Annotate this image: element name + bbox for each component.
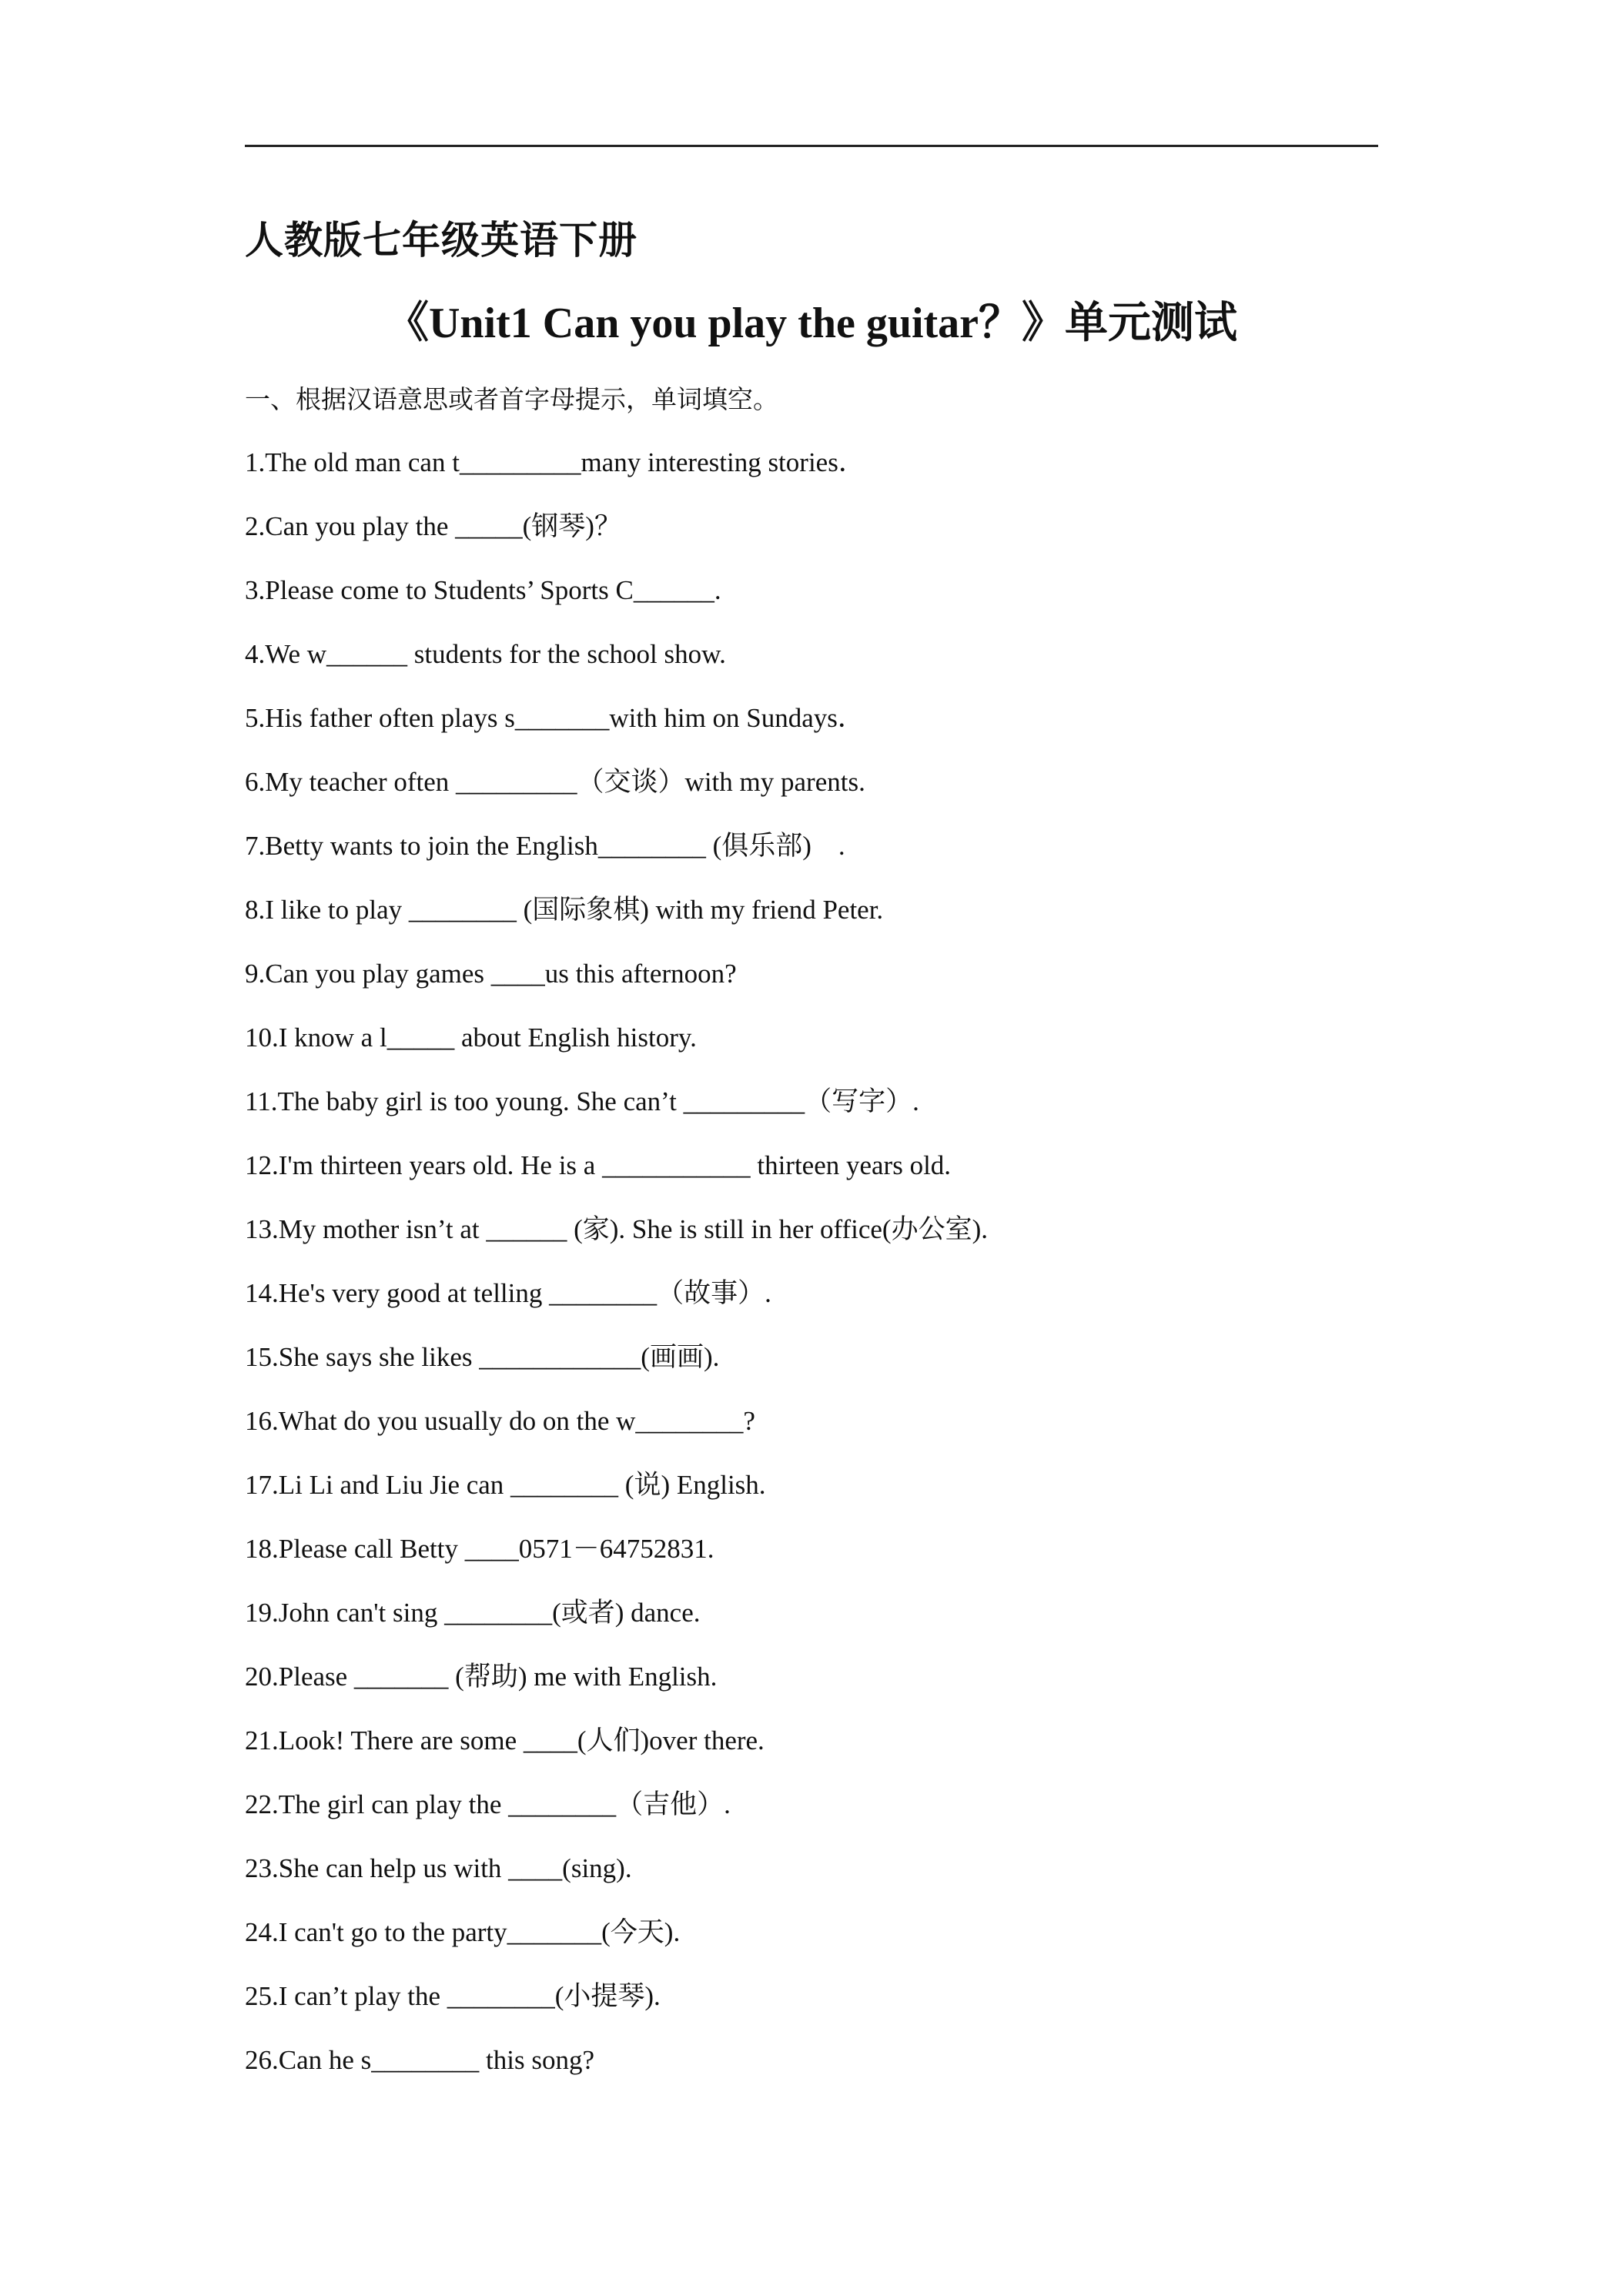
question-item: 15.She says she likes ____________(画画).	[245, 1342, 720, 1372]
document-title: 人教版七年级英语下册	[245, 218, 637, 263]
header-rule	[245, 145, 1378, 147]
question-item: 3.Please come to Students’ Sports C______.	[245, 575, 721, 605]
question-item: 19.John can't sing ________(或者) dance.	[245, 1598, 701, 1628]
question-item: 4.We w______ students for the school show.	[245, 639, 726, 669]
question-item: 13.My mother isn’t at ______ (家). She is still in her office(办公室).	[245, 1214, 988, 1244]
section-heading: 一、根据汉语意思或者首字母提示，单词填空。	[245, 384, 778, 414]
question-item: 25.I can’t play the ________(小提琴).	[245, 1981, 661, 2011]
question-item: 22.The girl can play the ________（吉他）.	[245, 1789, 731, 1819]
question-item: 6.My teacher often _________（交谈）with my parents.	[245, 767, 865, 797]
question-item: 23.She can help us with ____(sing).	[245, 1853, 632, 1883]
question-item: 16.What do you usually do on the w________?	[245, 1406, 755, 1436]
question-list	[245, 443, 988, 2105]
question-item: 1.The old man can t_________many interesting stories．	[245, 447, 865, 477]
question-item: 10.I know a l_____ about English history.	[245, 1022, 697, 1053]
question-item: 5.His father often plays s_______with him on Sundays．	[245, 703, 865, 733]
question-item: 14.He's very good at telling ________（故事）.	[245, 1278, 771, 1308]
document-subtitle: 《Unit1 Can you play the guitar？》单元测试	[385, 300, 1238, 347]
question-item: 26.Can he s________ this song?	[245, 2045, 595, 2075]
question-item: 18.Please call Betty ____0571－64752831.	[245, 1534, 714, 1564]
question-item: 21.Look! There are some ____(人们)over there.	[245, 1725, 765, 1755]
question-item: 24.I can't go to the party_______(今天).	[245, 1917, 681, 1947]
question-item: 20.Please _______ (帮助) me with English.	[245, 1662, 718, 1692]
question-item: 11.The baby girl is too young. She can’t _________（写字）.	[245, 1086, 919, 1116]
question-item: 2.Can you play the _____(钢琴)？	[245, 511, 621, 541]
question-item: 12.I'm thirteen years old. He is a ___________ thirteen years old.	[245, 1150, 952, 1180]
question-item: 17.Li Li and Liu Jie can ________ (说) English.	[245, 1470, 766, 1500]
question-item: 9.Can you play games ____us this afternoon?	[245, 959, 737, 989]
question-item: 7.Betty wants to join the English________ (俱乐部) .	[245, 831, 845, 861]
question-item: 8.I like to play ________ (国际象棋) with my friend Peter.	[245, 895, 884, 925]
